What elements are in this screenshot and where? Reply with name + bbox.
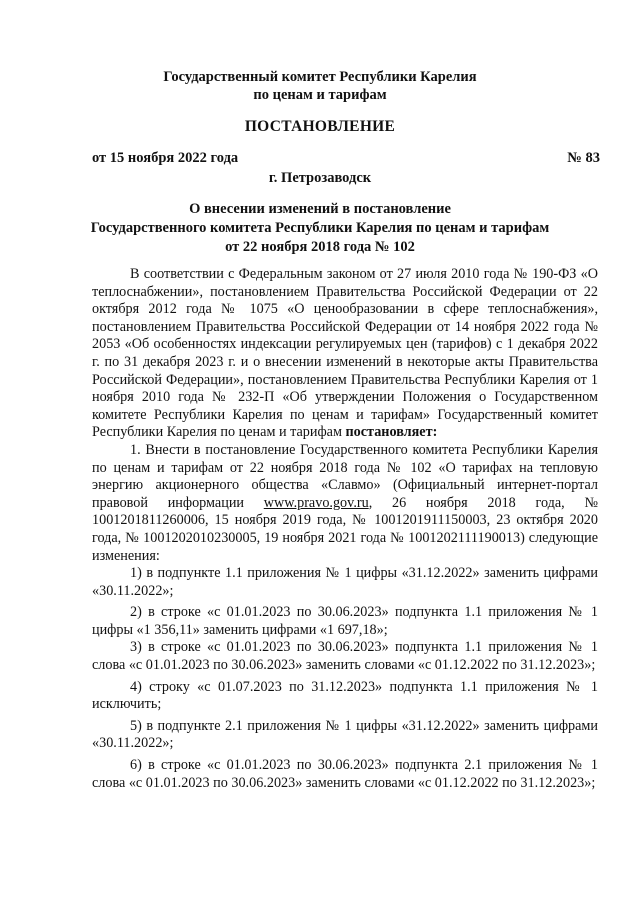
title-line-1: О внесении изменений в постановление — [189, 201, 451, 217]
org-line-1: Государственный комитет Республики Карелия — [163, 69, 477, 85]
document-title — [0, 200, 640, 257]
document-number: № 83 — [567, 150, 600, 166]
title-line-3: от 22 ноября 2018 года № 102 — [225, 239, 415, 255]
sub-item-2: 2) в строке «с 01.01.2023 по 30.06.2023» подпункта 1.1 приложения № 1 цифры «1 356,11» заменить цифрами «1 697,18»; — [92, 604, 598, 638]
sub-item-4: 4) строку «с 01.07.2023 по 31.12.2023» подпункта 1.1 приложения № 1 исключить; — [92, 678, 598, 713]
item-1-text-part1: 1. Внести в постановление Государственного комитета Республики Карелия по ценам и тарифам от 22 ноября 2018 года № 102 «О тарифах на тепловую энергию акционерного общества «Славмо» (Официальный интернет-портал правовой информации — [92, 441, 598, 511]
document-type: ПОСТАНОВЛЕНИЕ — [244, 118, 396, 135]
issuing-organization — [0, 68, 640, 104]
resolves-keyword: постановляет: — [345, 424, 438, 441]
sub-item-5: 5) в подпункте 2.1 приложения № 1 цифры «31.12.2022» заменить цифрами «30.11.2022»; — [92, 717, 598, 752]
sub-item-3: 3) в строке «с 01.01.2023 по 30.06.2023» подпункта 1.1 приложения № 1 слова «с 01.01.2023 по 30.06.2023» заменить словами «с 01.12.2022 по 31.12.2023»; — [92, 639, 598, 674]
document-city: г. Петрозаводск — [268, 170, 372, 186]
sub-item-6: 6) в строке «с 01.01.2023 по 30.06.2023» подпункта 2.1 приложения № 1 слова «с 01.01.2023 по 30.06.2023» заменить словами «с 01.12.2022 по 31.12.2023»; — [92, 757, 598, 791]
item-1-paragraph — [92, 442, 598, 565]
pravo-portal-link[interactable]: www.pravo.gov.ru — [263, 494, 369, 511]
item-1-text-part2: , 26 ноября 2018 года, № 1001201811260006, 15 ноября 2019 года, № 1001201911150003, 23 октября 2020 года, № 1001202010230005, 19 ноября 2021 года № 1001202111190013) следующие изменения: — [92, 494, 598, 564]
document-body — [92, 266, 598, 792]
org-line-2: по ценам и тарифам — [253, 87, 387, 103]
title-line-2: Государственного комитета Республики Карелия по ценам и тарифам — [90, 220, 550, 236]
preamble-text: В соответствии с Федеральным законом от 27 июля 2010 года № 190-ФЗ «О теплоснабжении», постановлением Правительства Российской Федерации от 22 октября 2012 года № 1075 «О ценообразовании в сфере теплоснабжения», постановлением Правительства Российской Федерации от 14 ноября 2022 года № 2053 «Об особенностях индексации регулируемых цен (тарифов) с 1 декабря 2022 г. по 31 декабря 2023 г. и о внесении изменений в некоторые акты Правительства Российской Федерации», постановлением Правительства Республики Карелия от 1 ноября 2010 года № 232-П «Об утверждении Положения о Государственном комитете Республики Карелия по ценам и тарифам» Государственный комитет Республики Карелия по ценам и тарифам — [92, 266, 598, 441]
document-date: от 15 ноября 2022 года — [92, 150, 239, 166]
sub-item-1: 1) в подпункте 1.1 приложения № 1 цифры «31.12.2022» заменить цифрами «30.11.2022»; — [92, 565, 598, 599]
preamble-paragraph — [92, 266, 598, 442]
